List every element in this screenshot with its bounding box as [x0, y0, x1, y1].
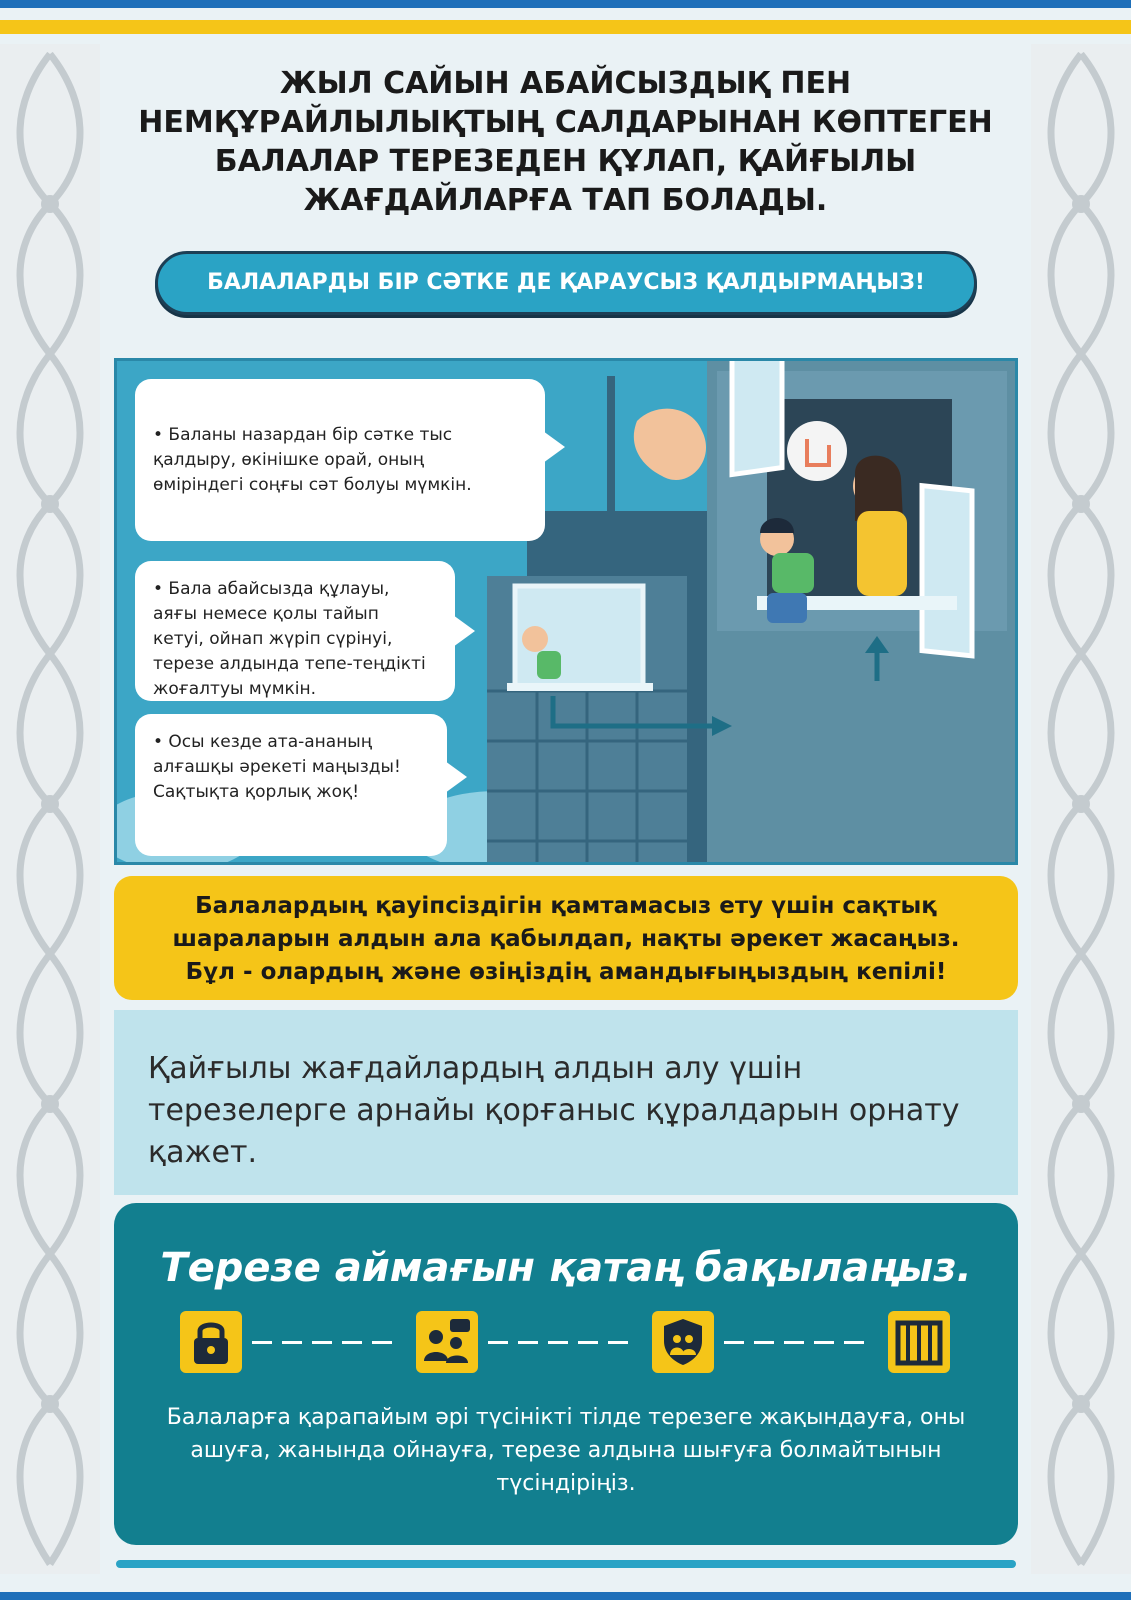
illustration-panel	[114, 358, 1018, 865]
warning-banner: БАЛАЛАРДЫ БІР СӘТКЕ ДЕ ҚАРАУСЫЗ ҚАЛДЫРМАҢЫЗ!	[155, 251, 977, 315]
window-control-title: Терезе аймағын қатаң бақылаңыз.	[160, 1245, 972, 1291]
connector-dash	[844, 1341, 864, 1344]
connector-dash	[724, 1341, 744, 1344]
lock-icon	[180, 1311, 242, 1373]
connector-dash	[282, 1341, 302, 1344]
speech-bubble-3-tail	[445, 761, 467, 793]
window-control-box	[114, 1203, 1018, 1545]
connector-dash	[518, 1341, 538, 1344]
headline-line-2: НЕМҚҰРАЙЛЫЛЫҚТЫҢ САЛДАРЫНАН КӨПТЕГЕН	[138, 105, 993, 140]
protection-devices-box	[114, 1010, 1018, 1195]
headline-line-1: ЖЫЛ САЙЫН АБАЙСЫЗДЫҚ ПЕН	[279, 66, 852, 101]
safety-measures-box: Балалардың қауіпсіздігін қамтамасыз ету үшін сақтық шараларын алдын ала қабылдап, нақты әрекет жасаңыз. Бұл - олардың және өзіңіздің амандығыңыздың кепілі!	[114, 876, 1018, 1000]
connector-dash	[548, 1341, 568, 1344]
connector-dash	[608, 1341, 628, 1344]
connector-dash	[342, 1341, 362, 1344]
speech-bubble-2-tail	[453, 615, 475, 647]
connector-dash	[252, 1341, 272, 1344]
speech-bubble-1: • Баланы назардан бір сәтке тыс қалдыру, өкінішке орай, оның өміріндегі соңғы сәт болуы мүмкін.	[135, 379, 545, 541]
speech-bubble-2: • Бала абайсызда құлауы, аяғы немесе қолы тайып кетуі, ойнап жүріп сүрінуі, терезе алдында тепе-теңдікті жоғалтуы мүмкін.	[135, 561, 455, 701]
connector-dash	[372, 1341, 392, 1344]
headline-line-3: БАЛАЛАР ТЕРЕЗЕДЕН ҚҰЛАП, ҚАЙҒЫЛЫ	[214, 144, 917, 179]
people-talk-icon	[416, 1311, 478, 1373]
headline-line-4: ЖАҒДАЙЛАРҒА ТАП БОЛАДЫ.	[303, 183, 828, 218]
top-yellow-stripe	[0, 20, 1131, 34]
top-blue-stripe	[0, 0, 1131, 8]
ornament-border-left	[0, 44, 100, 1574]
connector-dash	[488, 1341, 508, 1344]
protection-devices-text: Қайғылы жағдайлардың алдын алу үшін терезелерге арнайы қорғаныс құралдарын орнату қажет.	[148, 1051, 960, 1170]
connector-dash	[754, 1341, 774, 1344]
bottom-blue-stripe	[0, 1592, 1131, 1600]
shield-family-icon	[652, 1311, 714, 1373]
speech-bubble-1-tail	[543, 431, 565, 463]
window-guard-icon	[888, 1311, 950, 1373]
headline	[100, 64, 1031, 220]
connector-dash	[814, 1341, 834, 1344]
ornament-border-right	[1031, 44, 1131, 1574]
connector-dash	[312, 1341, 332, 1344]
window-control-text: Балаларға қарапайым әрі түсінікті тілде терезеге жақындауға, оны ашуға, жанында ойнауға, терезе алдына шығуға болмайтынын түсіндіріңіз.	[166, 1405, 966, 1496]
bottom-divider	[116, 1560, 1016, 1568]
connector-dash	[578, 1341, 598, 1344]
speech-bubble-3: • Осы кезде ата-ананың алғашқы әрекеті маңызды! Сақтықта қорлық жоқ!	[135, 714, 447, 856]
connector-dash	[784, 1341, 804, 1344]
